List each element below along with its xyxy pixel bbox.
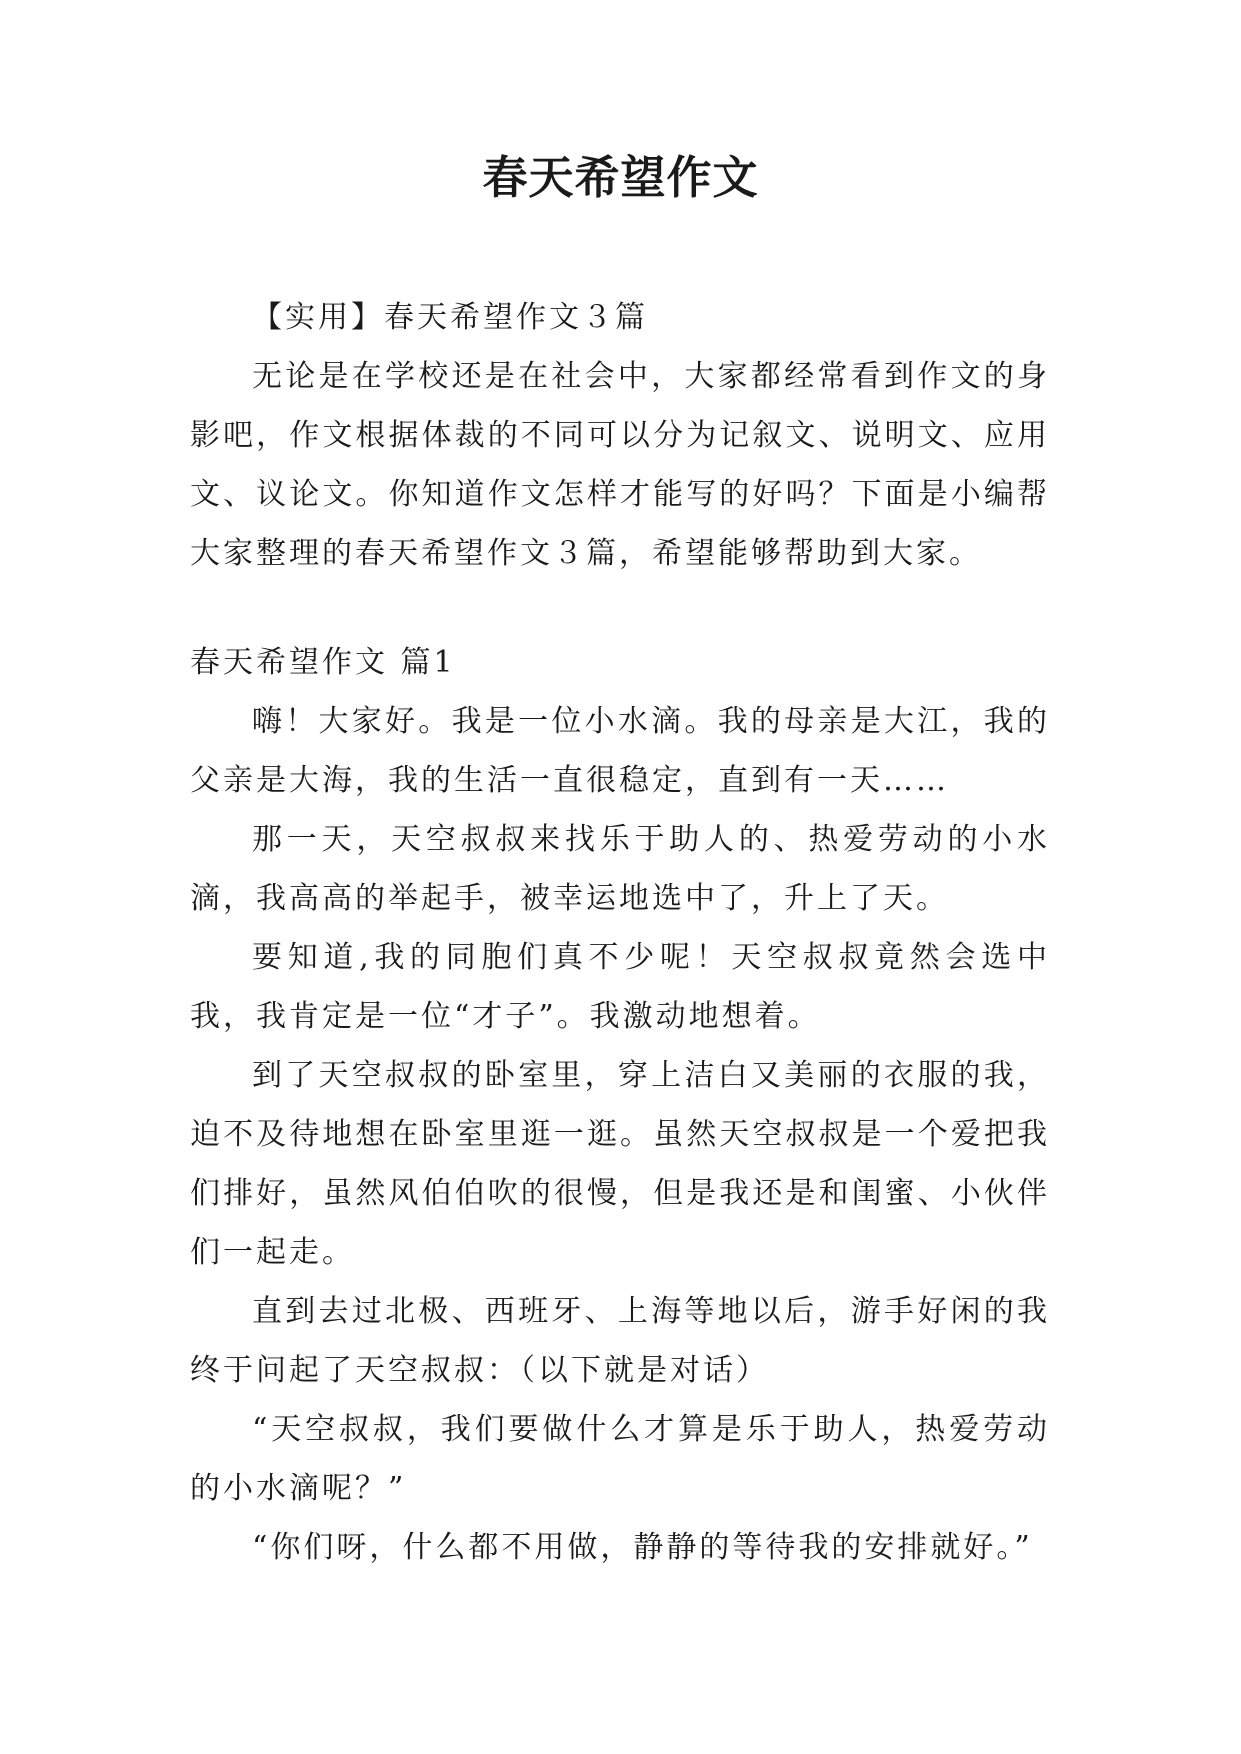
body-paragraph: 要知道,我的同胞们真不少呢！天空叔叔竟然会选中我，我肯定是一位“才子”。我激动地想着。 — [190, 940, 1050, 1034]
document-body — [190, 288, 1050, 1577]
section-heading: 春天希望作文 篇1 — [190, 645, 456, 680]
document-subtitle: 【实用】春天希望作文３篇 — [252, 300, 648, 335]
section-spacer — [190, 583, 1050, 633]
document-title: 春天希望作文 — [482, 151, 759, 204]
body-paragraph: “天空叔叔，我们要做什么才算是乐于助人，热爱劳动的小水滴呢？” — [190, 1412, 1050, 1506]
intro-paragraph: 无论是在学校还是在社会中，大家都经常看到作文的身影吧，作文根据体裁的不同可以分为记叙文、说明文、应用文、议论文。你知道作文怎样才能写的好吗？下面是小编帮大家整理的春天希望作文３篇，希望能够帮助到大家。 — [190, 359, 1050, 571]
body-paragraph: 直到去过北极、西班牙、上海等地以后，游手好闲的我终于问起了天空叔叔：（以下就是对话） — [190, 1294, 1050, 1388]
body-paragraph: 到了天空叔叔的卧室里，穿上洁白又美丽的衣服的我，迫不及待地想在卧室里逛一逛。虽然天空叔叔是一个爱把我们排好，虽然风伯伯吹的很慢，但是我还是和闺蜜、小伙伴们一起走。 — [190, 1058, 1050, 1270]
body-paragraph: 那一天，天空叔叔来找乐于助人的、热爱劳动的小水滴，我高高的举起手，被幸运地选中了，升上了天。 — [190, 822, 1050, 916]
body-paragraph: 嗨！大家好。我是一位小水滴。我的母亲是大江，我的父亲是大海，我的生活一直很稳定，直到有一天…… — [190, 704, 1050, 798]
body-paragraph: “你们呀，什么都不用做，静静的等待我的安排就好。” — [252, 1530, 1033, 1565]
